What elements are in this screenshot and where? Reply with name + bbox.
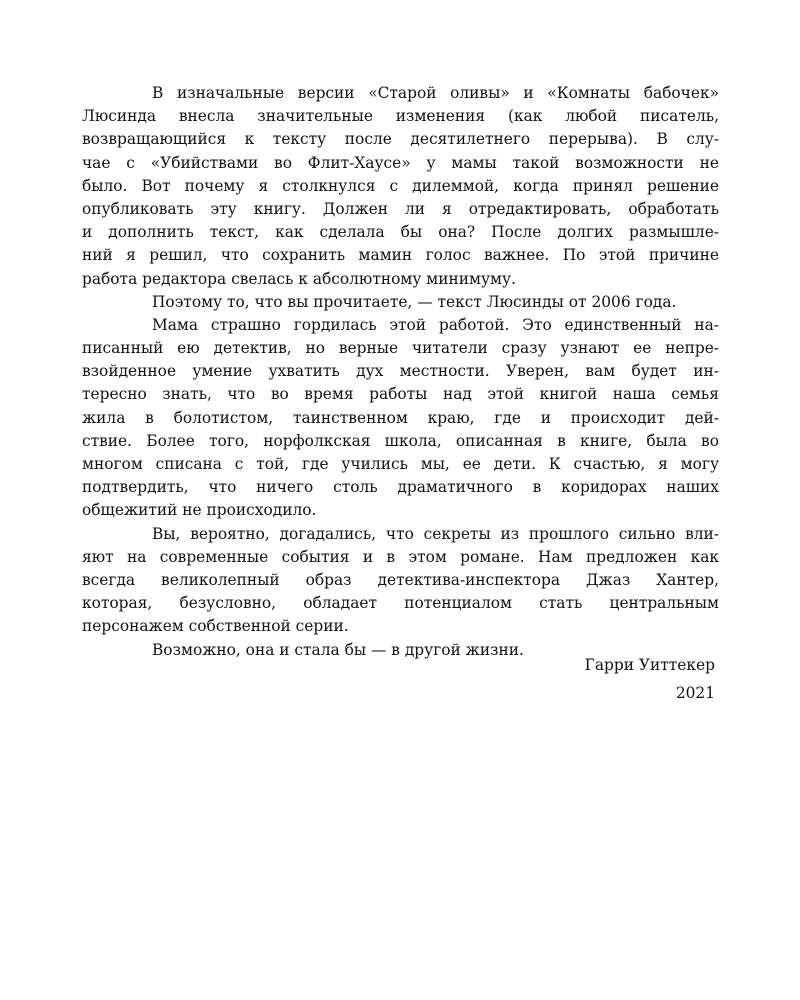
text-line: Поэтому то, что вы прочитаете, — текст Люсинды от 2006 года.: [152, 292, 677, 311]
text-line: яют на современные события и в этом романе. Нам предложен как: [82, 547, 719, 566]
text-line: работа редактора свелась к абсолютному минимуму.: [82, 269, 516, 288]
text-line: Мама страшно гордилась этой работой. Это единственный на-: [152, 315, 719, 334]
text-line: чае с «Убийствами во Флит-Хаусе» у мамы такой возможности не: [82, 153, 719, 172]
paragraph-2: [82, 291, 719, 314]
text-line: взойденное умение ухватить дух местности. Уверен, вам будет ин-: [82, 362, 719, 381]
text-line: тересно знать, что во время работы над этой книгой наша семья: [82, 385, 719, 404]
text-line: Вы, вероятно, догадались, что секреты из прошлого сильно вли-: [152, 524, 719, 543]
paragraph-1: [82, 82, 719, 291]
signature-year: 2021: [675, 684, 715, 702]
text-line: всегда великолепный образ детектива-инспектора Джаз Хантер,: [82, 570, 719, 589]
text-line: ствие. Более того, норфолкская школа, описанная в книге, была во: [82, 431, 719, 450]
text-line: писанный ею детектив, но верные читатели сразу узнают ее непре-: [82, 339, 719, 358]
text-line: было. Вот почему я столкнулся с дилеммой, когда принял решение: [82, 176, 719, 195]
text-line: которая, безусловно, обладает потенциалом стать центральным: [82, 594, 719, 613]
signature-author: Гарри Уиттекер: [584, 656, 715, 674]
text-line: опубликовать эту книгу. Должен ли я отредактировать, обработать: [82, 199, 719, 218]
text-line: возвращающийся к тексту после десятилетнего перерыва). В слу-: [82, 130, 719, 149]
text-line: подтвердить, что ничего столь драматичного в коридорах наших: [82, 478, 719, 497]
text-line: Люсинда внесла значительные изменения (как любой писатель,: [82, 107, 719, 126]
page-body: [82, 82, 719, 662]
text-line: многом списана с той, где учились мы, ее дети. К счастью, я могу: [82, 455, 719, 473]
text-line: персонажем собственной серии.: [82, 617, 349, 636]
paragraph-3: [82, 314, 719, 523]
text-line: жила в болотистом, таинственном краю, где и происходит дей-: [82, 408, 719, 427]
text-line: Возможно, она и стала бы — в другой жизни.: [152, 640, 524, 659]
text-line: и дополнить текст, как сделала бы она? После долгих размышле-: [82, 223, 719, 242]
paragraph-4: [82, 523, 719, 639]
text-line: общежитий не происходило.: [82, 501, 317, 520]
text-line: В изначальные версии «Старой оливы» и «Комнаты бабочек»: [152, 84, 719, 102]
text-line: ний я решил, что сохранить мамин голос важнее. По этой причине: [82, 246, 719, 265]
